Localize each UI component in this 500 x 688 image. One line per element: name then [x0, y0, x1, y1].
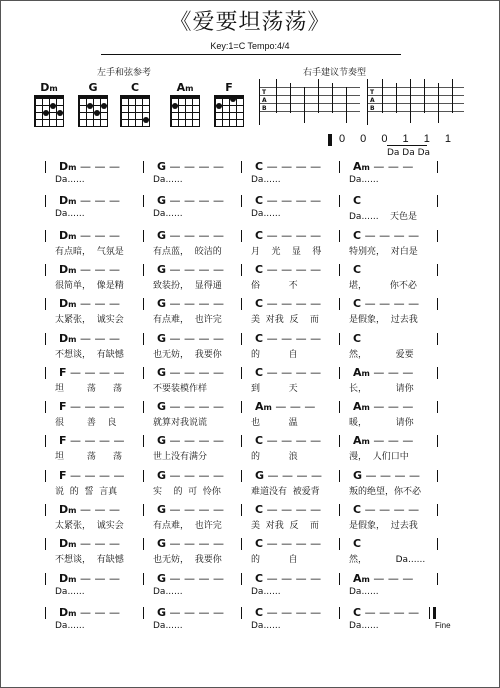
chord-symbol: Dm — — — — [59, 194, 120, 208]
lyric: 不想谈， 有缺憾 — [55, 349, 124, 360]
lyric: 漫， 人们口中 — [349, 452, 409, 463]
rhythm-pattern-label: 右手建议节奏型 — [303, 68, 367, 78]
measure — [339, 365, 437, 399]
bar-line — [241, 607, 242, 619]
chord-symbol: Dm — — — — [59, 605, 120, 619]
lyric: Da...... — [251, 209, 281, 220]
lyric: 叛的绝望，你不必 — [349, 486, 422, 497]
measure — [45, 296, 143, 330]
bar-line — [339, 573, 340, 585]
lyric: 也 温 — [251, 418, 298, 429]
measure — [339, 571, 437, 605]
rhythm-syllables: Da Da Da — [387, 148, 431, 158]
chord-diagram-c — [117, 81, 153, 127]
bar-line — [437, 195, 438, 207]
measure — [143, 331, 241, 365]
bar-line — [241, 367, 242, 379]
measure — [241, 433, 339, 467]
lyric: 就算对我说谎 — [153, 418, 208, 429]
tab-letter: B — [262, 105, 267, 112]
chord-symbol: G — — — — — [157, 160, 225, 173]
bar-line — [45, 470, 46, 482]
bar-line — [143, 161, 144, 173]
score-row — [45, 468, 437, 502]
lyric: 美 对我 反 而 — [251, 521, 319, 531]
bar-line — [339, 435, 340, 447]
lyric: 坦 荡 荡 — [55, 383, 123, 394]
bar-line — [45, 573, 46, 585]
measure — [45, 502, 143, 536]
lyric: 难道没有 被爱背 — [251, 486, 320, 497]
score-row — [45, 571, 437, 605]
measure — [45, 193, 143, 227]
chord-symbol: F — — — — — [59, 365, 125, 379]
chord-reference-label: 左手和弦参考 — [97, 68, 152, 78]
chord-diagram-am — [167, 81, 203, 127]
chord-symbol: G — — — — — [157, 331, 225, 345]
chord-symbol: Am — — — — [255, 400, 316, 414]
bar-line — [339, 470, 340, 482]
chord-symbol: G — — — — — [157, 297, 225, 311]
measure — [339, 262, 437, 296]
score-row — [45, 605, 451, 639]
title-rule — [101, 54, 401, 55]
measure — [241, 296, 339, 330]
bar-line — [339, 367, 340, 379]
lyric: 到 天 — [251, 383, 298, 394]
chord-symbol: G — — — — — [157, 605, 225, 619]
bar-line — [339, 230, 340, 242]
bar-line — [143, 504, 144, 516]
measure — [241, 262, 339, 296]
score-row — [45, 502, 437, 536]
lyric: 是假象， 过去我 — [349, 315, 418, 326]
bar-line — [143, 298, 144, 310]
bar-line — [45, 333, 46, 345]
lyric: Da...... — [55, 620, 85, 631]
finger-dot — [216, 103, 222, 109]
lyric: 长， 请你 — [349, 383, 414, 394]
measure — [339, 536, 437, 570]
measure — [241, 468, 339, 502]
lyric: 也无妨， 我要你 — [153, 349, 222, 360]
tab-letter: T — [262, 89, 267, 96]
fretboard-grid — [78, 95, 108, 127]
lyric: 实 的 可 怜你 — [153, 486, 221, 497]
chord-symbol: C — [353, 262, 362, 276]
measure — [45, 331, 143, 365]
lyric: 堪， 你不必 — [349, 280, 417, 291]
measure — [339, 399, 437, 433]
chord-diagram-name: G — [88, 81, 98, 94]
bar-line — [143, 195, 144, 207]
bar-line — [339, 264, 340, 276]
chord-symbol: Dm — — — — [59, 297, 120, 311]
tab-letter: A — [262, 97, 267, 104]
bar-line — [241, 264, 242, 276]
measure — [241, 536, 339, 570]
chord-symbol: G — — — — — [353, 468, 421, 482]
chord-symbol: Dm — — — — [59, 503, 120, 516]
measure — [45, 433, 143, 467]
lyric: 有点难， 也许完 — [153, 521, 222, 531]
lyric: 很简单， 像是精 — [55, 280, 124, 291]
bar-line — [437, 538, 438, 550]
chord-symbol: C — — — — — [255, 365, 322, 379]
bar-line — [143, 230, 144, 242]
chord-symbol: C — — — — — [255, 434, 322, 448]
chord-symbol: C — — — — — [255, 297, 322, 311]
chord-symbol: Dm — — — — [59, 160, 120, 173]
measure — [45, 468, 143, 502]
measure — [241, 399, 339, 433]
measure — [143, 433, 241, 467]
measure — [45, 262, 143, 296]
chord-symbol: C — — — — — [255, 194, 322, 208]
lyric: 坦 荡 荡 — [55, 452, 123, 463]
score-row — [45, 262, 437, 296]
chord-diagram-dm — [31, 81, 67, 127]
lyric: Da...... — [349, 586, 379, 597]
chord-symbol: C — — — — — [255, 262, 322, 276]
tab-letter: T — [370, 89, 375, 96]
bar-line — [241, 298, 242, 310]
measure — [339, 502, 437, 536]
lyric: 世上没有满分 — [153, 452, 208, 463]
measure — [45, 228, 143, 262]
measure — [241, 605, 339, 639]
chord-symbol: C — — — — — [353, 605, 420, 619]
bar-line — [45, 504, 46, 516]
bar-line — [241, 195, 242, 207]
lyric: 然， 爱要 — [349, 349, 414, 360]
lyric: 月 光 显 得 — [251, 246, 322, 257]
measure — [241, 502, 339, 536]
bar-line — [241, 538, 242, 550]
lyric: 太紧张， 诚实会 — [55, 521, 124, 531]
bar-line — [241, 401, 242, 413]
lyric: Da...... — [251, 586, 281, 597]
lyric: Da...... — [349, 175, 379, 185]
bar-line — [241, 161, 242, 173]
measure — [143, 571, 241, 605]
finger-dot — [87, 103, 93, 109]
chord-symbol: Am — — — — [353, 400, 414, 414]
chord-symbol: C — [353, 331, 362, 345]
chord-symbol: C — — — — — [255, 503, 322, 516]
bar-line — [143, 435, 144, 447]
chord-symbol: Dm — — — — [59, 228, 120, 242]
fretboard-grid — [170, 95, 200, 127]
lyric: Da...... — [55, 209, 85, 220]
measure — [143, 399, 241, 433]
fretboard-grid — [214, 95, 244, 127]
bar-line — [45, 607, 46, 619]
measure — [339, 193, 437, 227]
lyric: 有点暗， 气氛是 — [55, 246, 124, 257]
measure — [339, 228, 437, 262]
chord-symbol: Am — — — — [353, 160, 414, 173]
score-row — [45, 365, 437, 399]
bar-line — [143, 264, 144, 276]
lyric: Da...... — [153, 209, 183, 220]
chord-symbol: C — [353, 537, 362, 551]
score-row — [45, 296, 437, 330]
bar-line — [241, 504, 242, 516]
chord-symbol: G — — — — — [157, 571, 225, 585]
chord-diagram-name: F — [225, 81, 233, 94]
chord-symbol: G — — — — — [255, 468, 323, 482]
measure — [339, 159, 437, 193]
chord-symbol: Am — — — — [353, 365, 414, 379]
measure — [143, 502, 241, 536]
finger-dot — [57, 110, 63, 116]
strum-tab-1 — [259, 79, 360, 125]
lyric: Da...... — [55, 586, 85, 597]
lyric: Da...... — [251, 175, 281, 185]
chord-symbol: C — — — — — [353, 228, 420, 242]
chord-symbol: C — — — — — [255, 331, 322, 345]
measure — [241, 228, 339, 262]
bar-line — [437, 298, 438, 310]
lyric: 说 的 誓 言真 — [55, 486, 118, 497]
lyric: 致装扮， 显得通 — [153, 280, 222, 291]
measure — [143, 365, 241, 399]
finger-dot — [101, 103, 107, 109]
bar-line — [241, 573, 242, 585]
bar-line — [143, 573, 144, 585]
bar-line — [339, 161, 340, 173]
measure — [45, 605, 143, 639]
bar-line — [437, 230, 438, 242]
bar-line — [437, 573, 438, 585]
chord-symbol: C — — — — — [255, 605, 322, 619]
score-row — [45, 536, 437, 570]
chord-symbol: G — — — — — [157, 262, 225, 276]
measure — [45, 365, 143, 399]
bar-line — [339, 298, 340, 310]
chord-symbol: Am — — — — [353, 434, 414, 448]
measure — [339, 433, 437, 467]
bar-line — [339, 333, 340, 345]
bar-line — [437, 367, 438, 379]
bar-line — [437, 161, 438, 173]
chord-symbol: F — — — — — [59, 400, 125, 414]
chord-symbol: G — — — — — [157, 400, 225, 414]
strum-tab-2 — [367, 79, 464, 125]
bar-line — [339, 607, 340, 619]
lyric: 是假象， 过去我 — [349, 521, 418, 531]
chord-symbol: F — — — — — [59, 468, 125, 482]
chord-symbol: C — — — — — [255, 228, 322, 242]
chord-symbol: C — — — — — [353, 297, 420, 311]
lyric: 有点蓝， 皎洁的 — [153, 246, 222, 257]
lyric: 很 善 良 — [55, 418, 117, 429]
bar-line — [241, 333, 242, 345]
chord-symbol: G — — — — — [157, 503, 225, 516]
key-tempo: Key:1=C Tempo:4/4 — [210, 41, 290, 51]
final-bar — [433, 607, 436, 619]
lyric: 有点难， 也许完 — [153, 315, 222, 326]
finger-dot — [50, 103, 56, 109]
lyric: 的 自 — [251, 349, 298, 360]
measure — [143, 228, 241, 262]
bar-line — [437, 264, 438, 276]
score-row — [45, 399, 437, 433]
bar-line — [45, 298, 46, 310]
lyric: 不想谈， 有缺憾 — [55, 555, 124, 566]
measure — [143, 468, 241, 502]
chord-symbol: Dm — — — — [59, 331, 120, 345]
measure — [241, 193, 339, 227]
lyric: Da...... — [251, 620, 281, 631]
measure — [241, 365, 339, 399]
rhythm-numbers: 0 0 0 1 1 1 — [339, 133, 457, 145]
chord-diagram-name: C — [130, 81, 140, 94]
measure — [339, 331, 437, 365]
lyric: 俗 不 — [251, 280, 298, 291]
bar-line — [45, 401, 46, 413]
bar-line — [241, 470, 242, 482]
bar-line — [437, 333, 438, 345]
lyric: Da...... — [153, 175, 183, 185]
lyric: Da...... — [55, 175, 85, 185]
tab-letter: B — [370, 105, 375, 112]
bar-line — [241, 230, 242, 242]
chord-symbol: G — — — — — [157, 194, 225, 208]
bar-line — [143, 538, 144, 550]
measure — [143, 536, 241, 570]
chord-diagram-name: Dm — [40, 81, 58, 94]
lyric: Da...... — [153, 586, 183, 597]
fine-marker: Fine — [435, 620, 451, 630]
measure — [143, 193, 241, 227]
lyric: Da...... — [153, 620, 183, 631]
bar-line — [143, 367, 144, 379]
measure — [45, 571, 143, 605]
bar-line — [339, 195, 340, 207]
score-row — [45, 228, 437, 262]
finger-dot — [172, 103, 178, 109]
chord-symbol: G — — — — — [157, 537, 225, 551]
lyric: 的 自 — [251, 555, 298, 566]
chord-symbol: Dm — — — — [59, 571, 120, 585]
chord-symbol: G — — — — — [157, 228, 225, 242]
measure — [339, 296, 437, 330]
tab-letter: A — [370, 97, 375, 104]
bar-line — [339, 401, 340, 413]
chord-symbol: F — — — — — [59, 434, 125, 448]
chord-symbol: C — — — — — [255, 537, 322, 551]
lyric: 暖， 请你 — [349, 418, 414, 429]
measure — [339, 605, 437, 639]
finger-dot — [94, 110, 100, 116]
bar-line — [45, 264, 46, 276]
chord-diagram-f — [211, 81, 247, 127]
lyric: 也无妨， 我要你 — [153, 555, 222, 566]
measure — [143, 159, 241, 193]
bar-line — [143, 470, 144, 482]
bar-line — [45, 230, 46, 242]
measure — [241, 571, 339, 605]
score-row — [45, 331, 437, 365]
measure — [143, 262, 241, 296]
bar-line — [45, 367, 46, 379]
measure — [143, 605, 241, 639]
lyric: 的 浪 — [251, 452, 298, 463]
bar-line — [143, 333, 144, 345]
chord-symbol: Am — — — — [353, 571, 414, 585]
chord-symbol: C — — — — — [255, 160, 322, 173]
bar-line — [45, 435, 46, 447]
lyric: Da...... 天色是 — [349, 212, 418, 223]
chord-symbol: G — — — — — [157, 434, 225, 448]
measure — [45, 399, 143, 433]
measure — [339, 468, 437, 502]
measure — [45, 536, 143, 570]
finger-dot — [143, 117, 149, 123]
bar-line — [45, 195, 46, 207]
chord-diagram-g — [75, 81, 111, 127]
repeat-bar — [328, 134, 332, 146]
chord-symbol: Dm — — — — [59, 537, 120, 551]
measure — [241, 331, 339, 365]
chord-symbol: C — [353, 194, 362, 208]
bar-line — [437, 401, 438, 413]
finger-dot — [230, 96, 236, 102]
score-row — [45, 433, 437, 467]
lyric: 美 对我 反 而 — [251, 315, 319, 326]
lyric: 太紧张， 诚实会 — [55, 315, 124, 326]
lyric: Da...... — [349, 620, 379, 631]
measure — [45, 159, 143, 193]
song-title: 《爱要坦荡荡》 — [169, 10, 331, 35]
bar-line — [45, 538, 46, 550]
score-row — [45, 193, 437, 227]
bar-line — [429, 607, 430, 619]
chord-symbol: C — — — — — [353, 503, 420, 516]
bar-line — [437, 504, 438, 516]
bar-line — [241, 435, 242, 447]
lyric: 特别亮， 对白是 — [349, 246, 418, 257]
lyric: 不要装模作样 — [153, 383, 208, 394]
finger-dot — [43, 110, 49, 116]
bar-line — [437, 435, 438, 447]
chord-diagram-name: Am — [176, 81, 194, 94]
lyric: 然， Da...... — [349, 555, 426, 566]
bar-line — [339, 504, 340, 516]
chord-symbol: G — — — — — [157, 468, 225, 482]
bar-line — [143, 401, 144, 413]
chord-symbol: Dm — — — — [59, 262, 120, 276]
score-row — [45, 159, 437, 193]
chord-symbol: C — — — — — [255, 571, 322, 585]
chord-symbol: G — — — — — [157, 365, 225, 379]
bar-line — [45, 161, 46, 173]
bar-line — [437, 470, 438, 482]
bar-line — [143, 607, 144, 619]
bar-line — [339, 538, 340, 550]
measure — [241, 159, 339, 193]
measure — [143, 296, 241, 330]
